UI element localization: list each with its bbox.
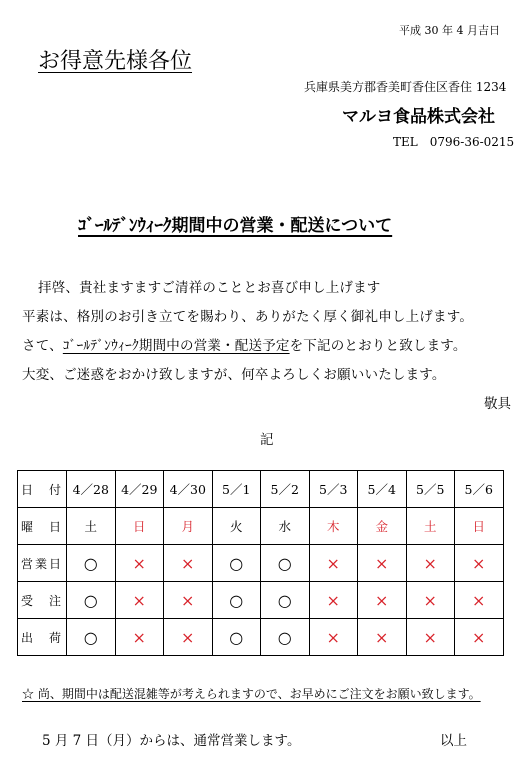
schedule-table <box>17 470 504 656</box>
weekday-cell: 土 <box>406 508 455 545</box>
closed-mark: × <box>115 545 164 582</box>
open-mark: ○ <box>212 582 261 619</box>
open-mark: ○ <box>261 619 310 656</box>
closed-mark: × <box>358 619 407 656</box>
date-cell: 5／2 <box>261 471 310 508</box>
weekday-cell: 火 <box>212 508 261 545</box>
closed-mark: × <box>309 619 358 656</box>
recipient-heading: お得意先様各位 <box>38 49 193 74</box>
weekday-cell: 月 <box>164 508 213 545</box>
closed-mark: × <box>115 619 164 656</box>
table-row-status <box>18 619 504 656</box>
weekday-cell: 日 <box>115 508 164 545</box>
date-cell: 4／28 <box>67 471 116 508</box>
weekday-cell: 木 <box>309 508 358 545</box>
closing-ijo: 以上 <box>440 733 467 749</box>
open-mark: ○ <box>67 619 116 656</box>
body-line-3-underlined: ｺﾞｰﾙﾃﾞﾝｳｨｰｸ期間中の営業・配送予定 <box>62 338 290 354</box>
body-line-3-pre: さて、 <box>22 338 63 354</box>
row-label-status: 受 注 <box>18 582 67 619</box>
date-cell: 5／6 <box>455 471 504 508</box>
ki-marker: 記 <box>260 432 274 448</box>
letter-date: 平成 30 年 4 月吉日 <box>399 24 500 37</box>
row-label-weekday: 曜 日 <box>18 508 67 545</box>
body-line-3-post: を下記のとおりと致します。 <box>289 338 467 354</box>
closed-mark: × <box>358 545 407 582</box>
open-mark: ○ <box>212 545 261 582</box>
footer-note: ☆ 尚、期間中は配送混雑等が考えられますので、お早めにご注文をお願い致します。 <box>22 687 481 701</box>
weekday-cell: 土 <box>67 508 116 545</box>
closed-mark: × <box>455 582 504 619</box>
sender-address: 兵庫県美方郡香美町香住区香住 1234 <box>304 80 507 94</box>
weekday-cell: 日 <box>455 508 504 545</box>
sender-phone: TEL 0796-36-0215 <box>393 135 515 149</box>
date-cell: 5／5 <box>406 471 455 508</box>
closed-mark: × <box>115 582 164 619</box>
closed-mark: × <box>406 619 455 656</box>
body-line-4: 大変、ご迷惑をおかけ致しますが、何卒よろしくお願いいたします。 <box>22 367 446 383</box>
table-row-status <box>18 545 504 582</box>
letter-subject: ｺﾞｰﾙﾃﾞﾝｳｨｰｸ期間中の営業・配送について <box>78 216 393 236</box>
table-row-date <box>18 471 504 508</box>
closed-mark: × <box>309 582 358 619</box>
row-label-status: 出 荷 <box>18 619 67 656</box>
sender-company: マルヨ食品株式会社 <box>342 107 495 127</box>
date-cell: 5／1 <box>212 471 261 508</box>
open-mark: ○ <box>261 545 310 582</box>
open-mark: ○ <box>67 582 116 619</box>
closing-keigu: 敬具 <box>484 396 511 412</box>
weekday-cell: 水 <box>261 508 310 545</box>
date-cell: 5／3 <box>309 471 358 508</box>
row-label-status: 営業日 <box>18 545 67 582</box>
body-line-2: 平素は、格別のお引き立てを賜わり、ありがたく厚く御礼申し上げます。 <box>22 309 474 325</box>
date-cell: 4／29 <box>115 471 164 508</box>
closed-mark: × <box>358 582 407 619</box>
closed-mark: × <box>455 545 504 582</box>
date-cell: 5／4 <box>358 471 407 508</box>
body-line-3 <box>22 334 467 354</box>
date-cell: 4／30 <box>164 471 213 508</box>
open-mark: ○ <box>212 619 261 656</box>
table-row-status <box>18 582 504 619</box>
closed-mark: × <box>406 545 455 582</box>
weekday-cell: 金 <box>358 508 407 545</box>
resume-notice: 5 月 7 日（月）からは、通常営業します。 <box>42 733 301 749</box>
closed-mark: × <box>309 545 358 582</box>
closed-mark: × <box>164 545 213 582</box>
table-row-weekday <box>18 508 504 545</box>
open-mark: ○ <box>261 582 310 619</box>
body-line-1: 拝啓、貴社ますますご清祥のこととお喜び申し上げます <box>38 280 381 296</box>
closed-mark: × <box>164 619 213 656</box>
closed-mark: × <box>164 582 213 619</box>
row-label-date: 日 付 <box>18 471 67 508</box>
closed-mark: × <box>455 619 504 656</box>
closed-mark: × <box>406 582 455 619</box>
open-mark: ○ <box>67 545 116 582</box>
